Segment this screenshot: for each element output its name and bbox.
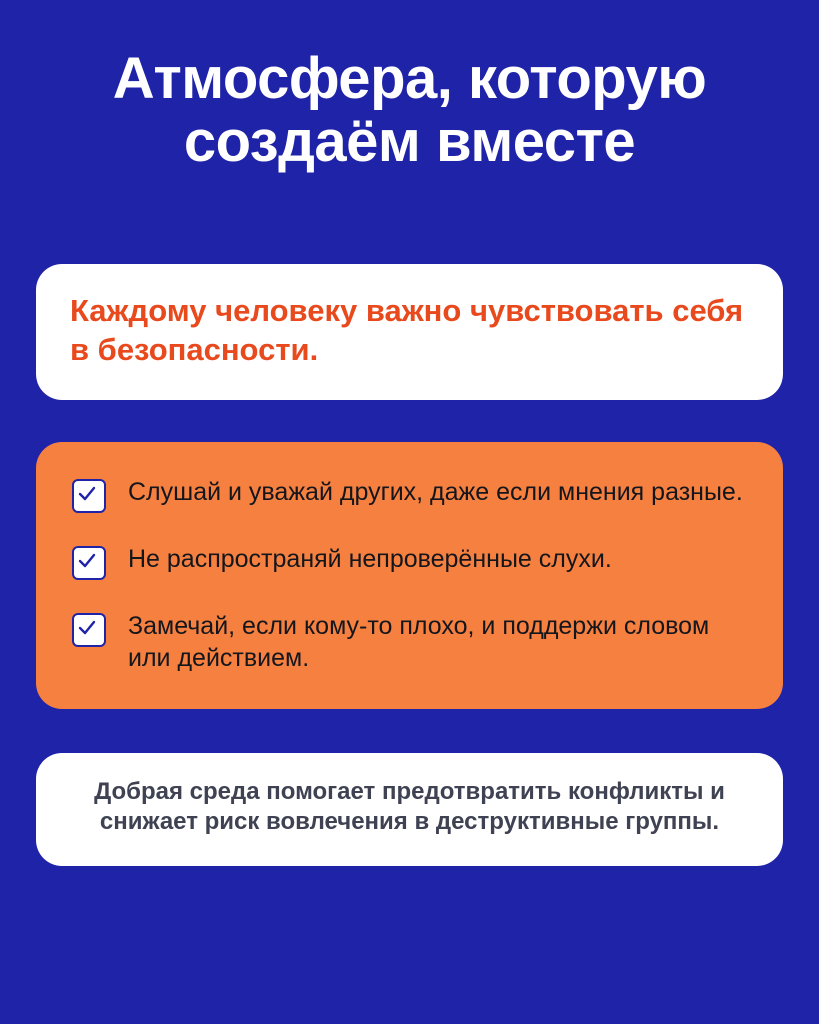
rule-text: Слушай и уважай других, даже если мнения разные. xyxy=(128,477,743,506)
page-title: Атмосфера, которую создаём вместе xyxy=(112,46,707,174)
rule-text: Замечай, если кому-то плохо, и поддержи словом или действием. xyxy=(128,611,710,673)
list-item xyxy=(72,476,753,513)
rule-text: Не распространяй непроверённые слухи. xyxy=(128,544,612,573)
checkbox-checked-icon[interactable] xyxy=(72,479,106,513)
headline-text: Каждому человеку важно чувствовать себя в безопасности. xyxy=(70,293,744,367)
checkbox-checked-icon[interactable] xyxy=(72,613,106,647)
list-item xyxy=(72,610,753,675)
checkbox-checked-icon[interactable] xyxy=(72,546,106,580)
list-item xyxy=(72,543,753,580)
footer-card xyxy=(36,753,783,866)
rules-card xyxy=(36,442,783,709)
footer-text: Добрая среда помогает предотвратить конфликты и снижает риск вовлечения в деструктивные группы. xyxy=(94,777,725,836)
headline-card xyxy=(36,264,783,400)
